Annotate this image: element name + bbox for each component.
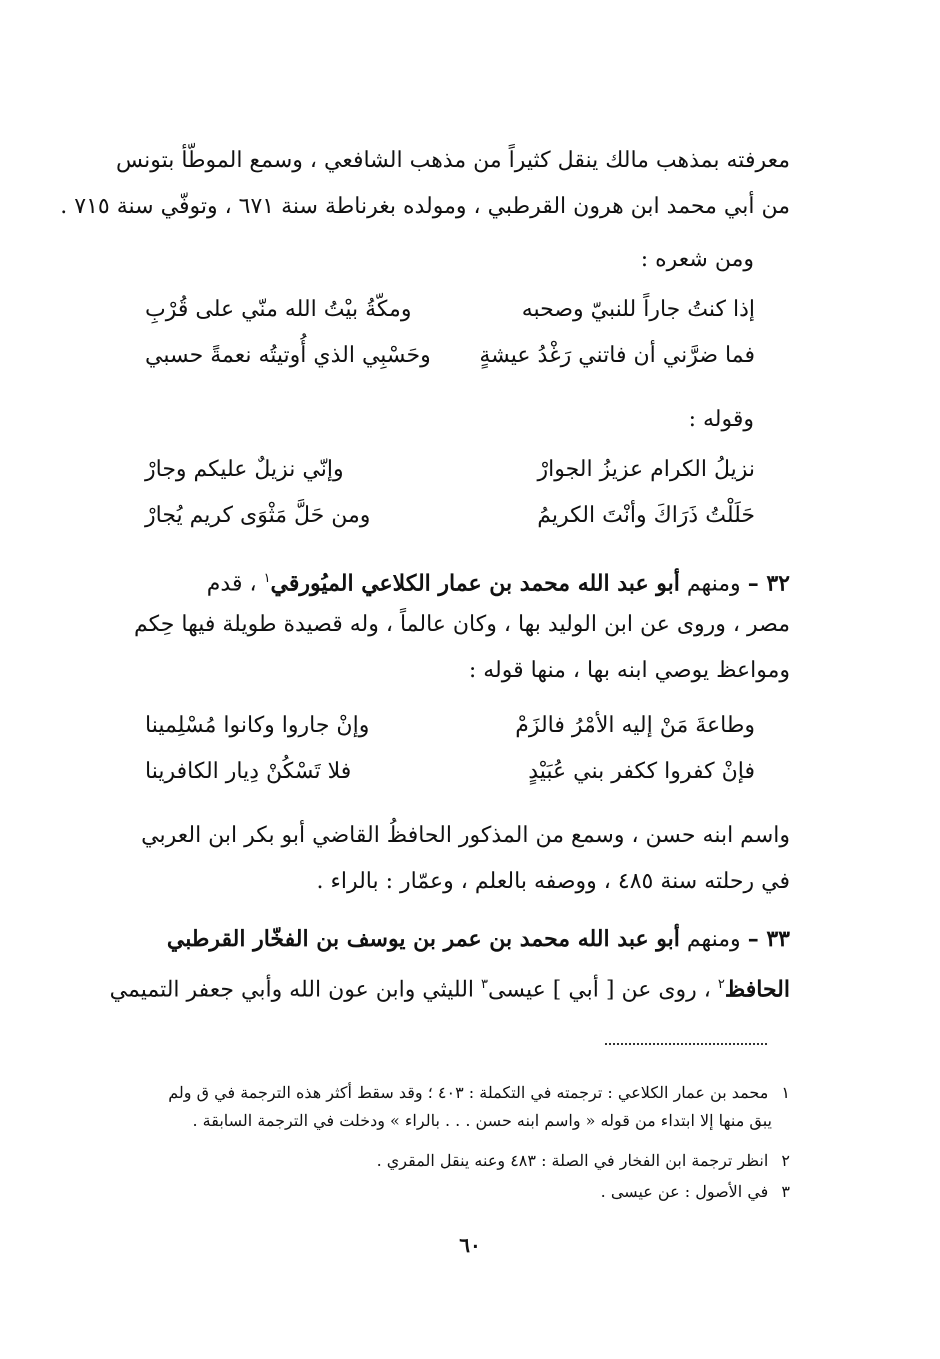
entry-32 [100, 556, 790, 694]
poem1-verse-1-right: إذا كنتُ جاراً للنبيّ وصحبه [521, 297, 755, 322]
poem1-label: ومن شعره : [640, 247, 754, 272]
footnote-2 [377, 1148, 790, 1174]
after-32-paragraph [100, 813, 790, 905]
poem3-verse-1-right: وطاعةَ مَنْ إليه الأمْرُ فالزَمْ [515, 713, 755, 738]
poem3-verse-2-left: فلا تَسْكُنْ دِيار الكافرينا [145, 759, 352, 784]
entry-33-line-2 [100, 962, 790, 1008]
poem1-verse-2-right: فما ضرَّني أن فاتني رَغْدُ عيشةٍ [479, 343, 755, 368]
intro-line-1: معرفته بمذهب مالك ينقل كثيراً من مذهب الشافعي ، وسمع الموطّأ بتونس [116, 148, 790, 173]
entry-32-line-1 [100, 556, 790, 602]
poem3-verse-2-right: فإنْ كفروا ككفر بني عُبَيْدٍ [528, 759, 755, 784]
page-number: ٦٠ [459, 1233, 481, 1257]
footnote-separator [605, 1043, 767, 1045]
poem2-label: وقوله : [688, 407, 754, 432]
footnote-2-text: انظر ترجمة ابن الفخار في الصلة : ٤٨٣ وعنه ينقل المقري . [376, 1151, 769, 1170]
poem2-verse-2-right: حَلَلْتُ ذَرَاكَ وأنْتَ الكريمُ [537, 503, 755, 528]
poem1-verse-2 [145, 336, 755, 376]
entry-32-name: أبو عبد الله محمد بن عمار الكلاعي الميُورقي [270, 570, 680, 597]
footnote-ref-2: ٢ [717, 977, 725, 992]
entry-32-number: ٣٢ – [747, 570, 790, 597]
poem2-verse-2-left: ومن حَلَّ مَثْوَى كريم يُجارْ [145, 503, 371, 528]
entry-33 [100, 916, 790, 1008]
poem2-verse-2 [145, 496, 755, 536]
footnote-ref-1: ١ [263, 571, 271, 586]
entry-33-name: أبو عبد الله محمد بن عمر بن يوسف بن الفخّار القرطبي [166, 926, 680, 952]
poem2-verse-1 [145, 450, 755, 490]
entry-33-line-2-a: ، روى عن [ أبي ] عيسى [488, 977, 711, 1003]
entry-32-line-2: مصر ، وروى عن ابن الوليد بها ، وكان عالماً ، وله قصيدة طويلة فيها حِكم [134, 612, 790, 637]
footnote-1-line-2: يبق منها إلا ابتداء من قوله « واسم ابنه حسن . . . بالراء » ودخلت في الترجمة السابقة . [192, 1111, 772, 1130]
after-32-line-1: واسم ابنه حسن ، وسمع من المذكور الحافظُ القاضي أبو بكر ابن العربي [141, 823, 790, 848]
after-32-line-2: في رحلته سنة ٤٨٥ ، ووصفه بالعلم ، وعمّار : بالراء . [316, 869, 790, 894]
footnote-3 [601, 1179, 790, 1205]
footnote-3-text: في الأصول : عن عيسى . [600, 1182, 769, 1201]
entry-33-line-1 [100, 916, 790, 962]
entry-33-lead: ومنهم [686, 927, 741, 952]
poem1-verse-1 [145, 290, 755, 330]
entry-33-line-2-b: الليثي وابن عون الله وأبي جعفر التميمي [109, 977, 475, 1003]
entry-33-number: ٣٣ – [747, 926, 790, 952]
intro-line-2: من أبي محمد ابن هرون القرطبي ، ومولده بغرناطة سنة ٦٧١ ، وتوفّي سنة ٧١٥ . [60, 194, 790, 219]
entry-32-line-3: ومواعظ يوصي ابنه بها ، منها قوله : [468, 658, 790, 683]
footnote-3-number: ٣ [781, 1182, 790, 1201]
entry-32-lead: ومنهم [686, 571, 741, 597]
footnote-2-number: ٢ [781, 1151, 790, 1170]
footnote-1-number: ١ [781, 1083, 790, 1102]
entry-33-title: الحافظ [724, 976, 790, 1003]
poem1-verse-2-left: وحَسْبِي الذي أُوتيتُه نعمةً حسبي [145, 343, 431, 368]
entry-32-line-1-rest: ، قدم [206, 571, 257, 597]
poem2-verse-1-left: وإنّي نزيلٌ عليكم وجارْ [145, 457, 344, 482]
intro-paragraph [60, 138, 790, 230]
footnote-ref-3: ٣ [481, 977, 489, 992]
footnote-1-line-1 [168, 1080, 790, 1106]
poem3-verse-1 [145, 706, 755, 746]
footnote-1-text-1: محمد بن عمار الكلاعي : ترجمته في التكملة : ٤٠٣ ؛ وقد سقط أكثر هذه الترجمة في ق ولم [168, 1083, 769, 1102]
poem3-verse-1-left: وإنْ جاروا وكانوا مُسْلِمينا [145, 713, 370, 738]
poem3-verse-2 [145, 752, 755, 792]
poem2-verse-1-right: نزيلُ الكرام عزيزُ الجوارْ [537, 457, 755, 482]
poem1-verse-1-left: ومكّةُ بيْتُ الله منّي على قُرْبِ [145, 297, 412, 322]
